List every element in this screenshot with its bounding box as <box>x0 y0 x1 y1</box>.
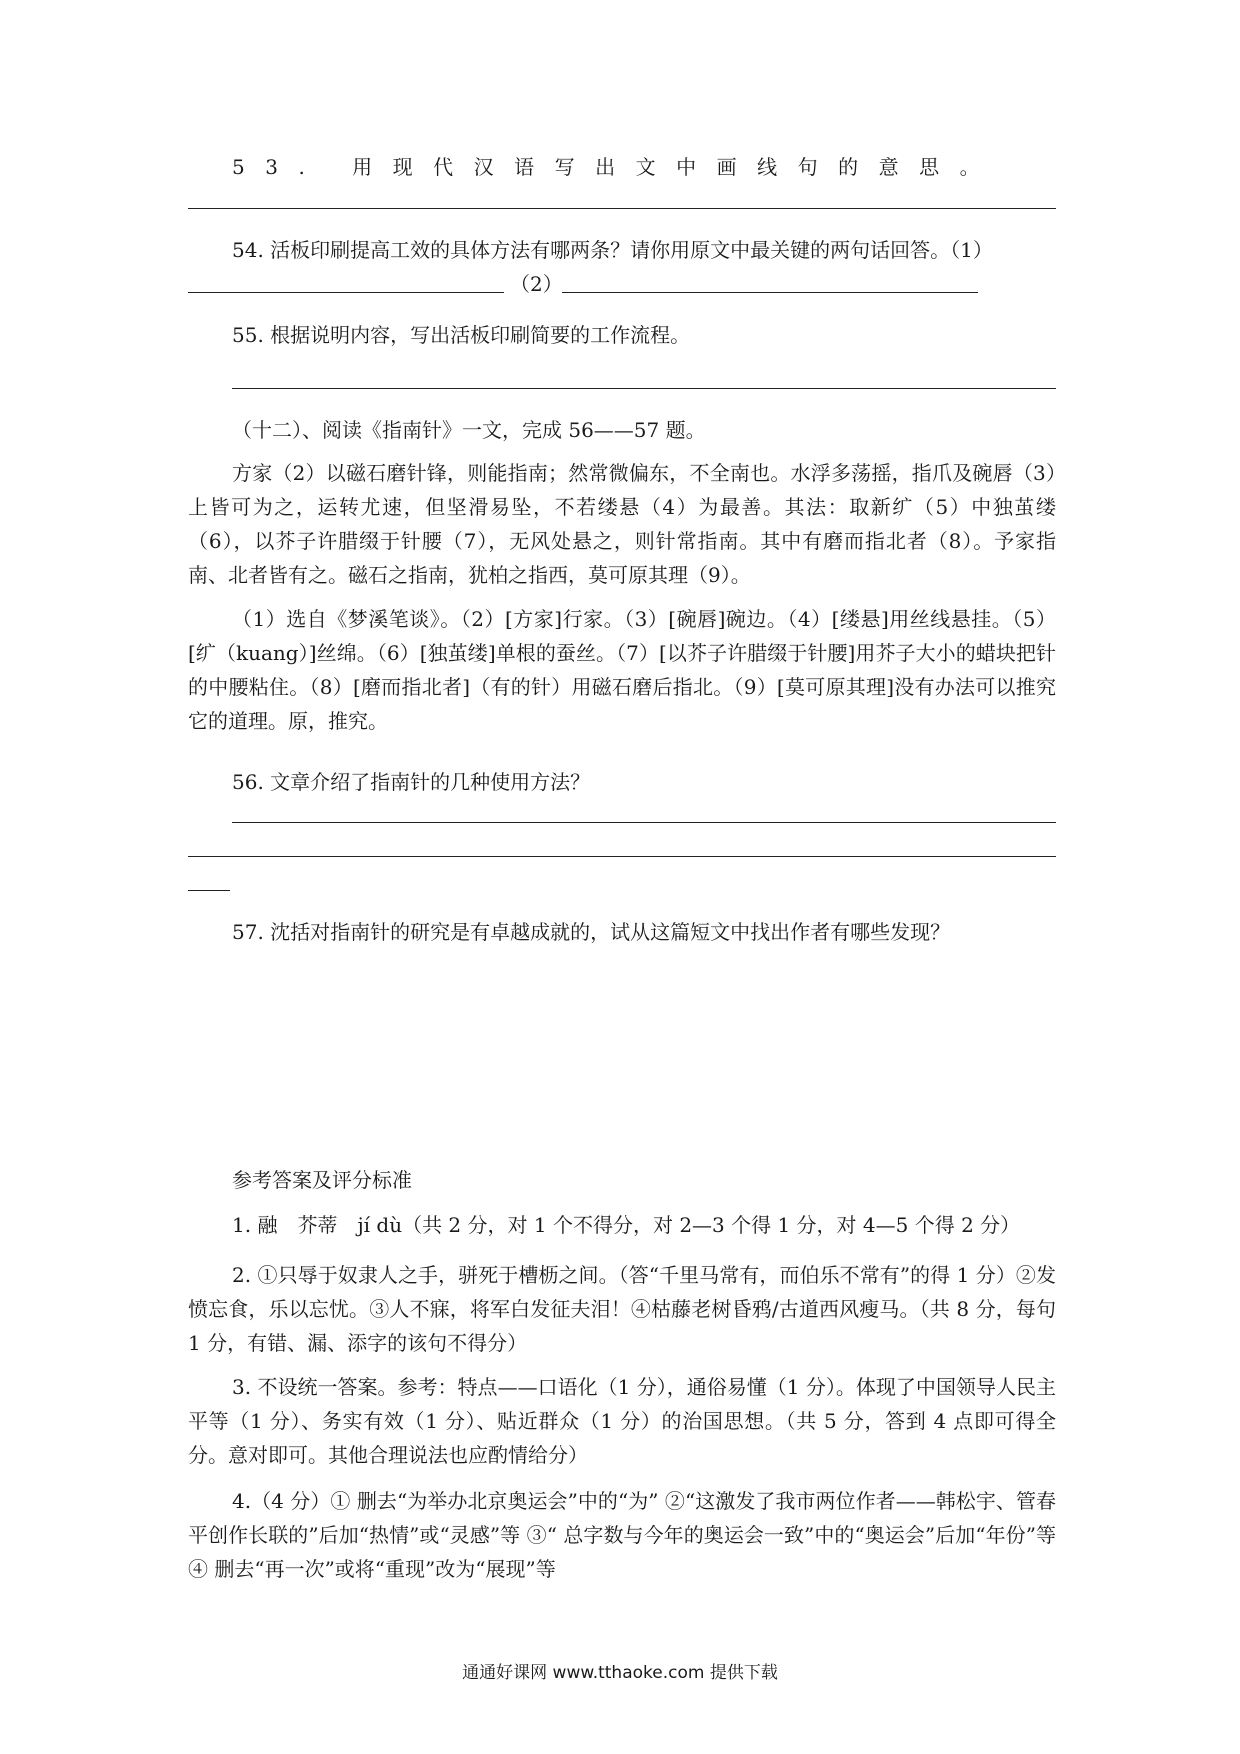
answer-blank-54-1 <box>188 292 504 293</box>
section-12-heading: （十二）、阅读《指南针》一文，完成 56——57 题。 <box>232 418 706 442</box>
answer-1: 1. 融 芥蒂 jí dù（共 2 分，对 1 个不得分，对 2—3 个得 1 分，对 4—5 个得 2 分） <box>232 1213 1021 1237</box>
answer-blank-54-2 <box>562 292 978 293</box>
question-56: 56. 文章介绍了指南针的几种使用方法？ <box>232 770 591 794</box>
annotation-notes: （1）选自《梦溪笔谈》。（2）[方家]行家。（3）[碗唇]碗边。（4）[缕悬]用丝线悬挂。（5）[纩（kuang）]丝绵。（6）[独茧缕]单根的蚕丝。（7）[以芥子许腊缀于针腰]用芥子大小的蜡块把针的中腰粘住。（8）[磨而指北者]（有的针）用磁石磨后指北。（9）[莫可原其理]没有办法可以推究它的道理。原，推究。 <box>188 607 1056 733</box>
blank-2-label: （2） <box>510 272 563 296</box>
answer-line-56-2 <box>188 856 1056 857</box>
passage-text: 方家（2）以磁石磨针锋，则能指南；然常微偏东，不全南也。水浮多荡摇，指爪及碗唇（3）上皆可为之，运转尤速，但坚滑易坠，不若缕悬（4）为最善。其法：取新纩（5）中独茧缕（6），以芥子许腊缀于针腰（7），无风处悬之，则针常指南。其中有磨而指北者（8）。予家指南、北者皆有之。磁石之指南，犹柏之指西，莫可原其理（9）。 <box>188 461 1056 587</box>
answer-2: 2. ①只辱于奴隶人之手，骈死于槽枥之间。（答“千里马常有，而伯乐不常有”的得 1 分）②发愤忘食，乐以忘忧。③人不寐，将军白发征夫泪！④枯藤老树昏鸦/古道西风瘦马。（共 8 分，每句 1 分，有错、漏、添字的该句不得分） <box>188 1263 1056 1355</box>
question-53: 53. 用现代汉语写出文中画线句的意思。 <box>232 155 1001 179</box>
answer-line-55 <box>232 388 1056 389</box>
answer-line-53 <box>188 208 1056 209</box>
answer-line-56-1 <box>232 822 1056 823</box>
question-54: 54. 活板印刷提高工效的具体方法有哪两条？请你用原文中最关键的两句话回答。（1） <box>232 238 993 262</box>
answer-line-56-3 <box>188 890 230 891</box>
answer-3: 3. 不设统一答案。参考：特点——口语化（1 分），通俗易懂（1 分）。体现了中国领导人民主平等（1 分）、务实有效（1 分）、贴近群众（1 分）的治国思想。（共 5 分，答到 4 点即可得全分。意对即可。其他合理说法也应酌情给分） <box>188 1375 1056 1467</box>
answers-heading: 参考答案及评分标准 <box>232 1168 412 1192</box>
page-footer: 通通好课网 www.tthaoke.com 提供下载 <box>462 1663 778 1683</box>
question-57: 57. 沈括对指南针的研究是有卓越成就的，试从这篇短文中找出作者有哪些发现？ <box>232 920 951 944</box>
answer-4: 4.（4 分）① 删去“为举办北京奥运会”中的“为” ②“这激发了我市两位作者——韩松宇、管春平创作长联的”后加“热情”或“灵感”等 ③“ 总字数与今年的奥运会一致”中的“奥运会”后加“年份”等 ④ 删去“再一次”或将“重现”改为“展现”等 <box>188 1489 1056 1581</box>
question-55: 55. 根据说明内容，写出活板印刷简要的工作流程。 <box>232 323 691 347</box>
